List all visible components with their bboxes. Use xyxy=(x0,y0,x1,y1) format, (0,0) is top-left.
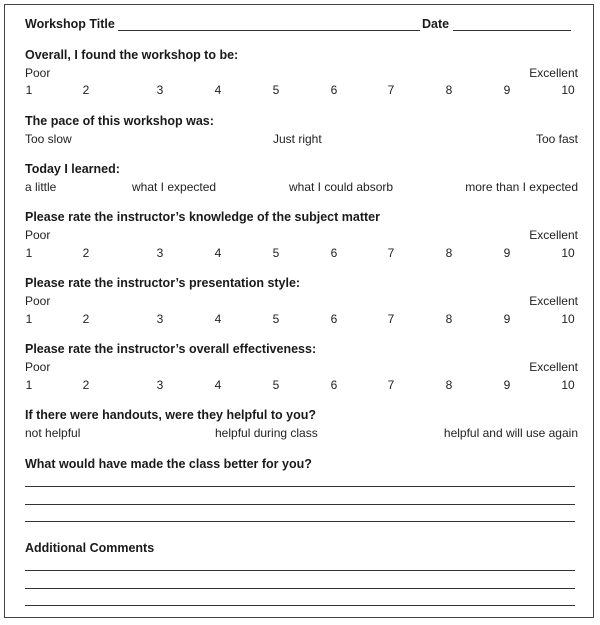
rating-option-6[interactable]: 6 xyxy=(330,246,338,260)
handouts-option-during-class[interactable]: helpful during class xyxy=(215,426,318,440)
scale-high-label: Excellent xyxy=(529,360,578,374)
comment-line[interactable] xyxy=(25,605,575,606)
rating-option-4[interactable]: 4 xyxy=(214,83,222,97)
rating-option-7[interactable]: 7 xyxy=(387,312,395,326)
learned-option-more[interactable]: more than I expected xyxy=(465,180,578,194)
rating-option-4[interactable]: 4 xyxy=(214,246,222,260)
rating-option-8[interactable]: 8 xyxy=(445,378,453,392)
rating-option-10[interactable]: 10 xyxy=(561,246,575,260)
rating-option-5[interactable]: 5 xyxy=(272,312,280,326)
rating-option-10[interactable]: 10 xyxy=(561,83,575,97)
rating-option-9[interactable]: 9 xyxy=(503,246,511,260)
rating-option-1[interactable]: 1 xyxy=(25,246,33,260)
question-pace: The pace of this workshop was: xyxy=(25,114,214,128)
question-effectiveness: Please rate the instructor’s overall effectiveness: xyxy=(25,342,317,356)
rating-option-9[interactable]: 9 xyxy=(503,312,511,326)
rating-option-3[interactable]: 3 xyxy=(156,312,164,326)
comment-line[interactable] xyxy=(25,570,575,571)
workshop-title-label: Workshop Title xyxy=(25,17,115,31)
rating-option-2[interactable]: 2 xyxy=(82,312,90,326)
rating-option-2[interactable]: 2 xyxy=(82,83,90,97)
rating-option-2[interactable]: 2 xyxy=(82,378,90,392)
workshop-title-field[interactable] xyxy=(118,30,420,31)
rating-option-10[interactable]: 10 xyxy=(561,378,575,392)
pace-option-fast[interactable]: Too fast xyxy=(535,132,578,146)
rating-option-3[interactable]: 3 xyxy=(156,246,164,260)
comment-line[interactable] xyxy=(25,588,575,589)
rating-option-7[interactable]: 7 xyxy=(387,378,395,392)
scale-low-label: Poor xyxy=(25,66,51,80)
rating-option-8[interactable]: 8 xyxy=(445,83,453,97)
rating-option-7[interactable]: 7 xyxy=(387,246,395,260)
rating-option-1[interactable]: 1 xyxy=(25,378,33,392)
date-field[interactable] xyxy=(453,30,571,31)
learned-option-little[interactable]: a little xyxy=(25,180,57,194)
rating-option-8[interactable]: 8 xyxy=(445,312,453,326)
rating-option-9[interactable]: 9 xyxy=(503,378,511,392)
rating-option-10[interactable]: 10 xyxy=(561,312,575,326)
scale-high-label: Excellent xyxy=(529,228,578,242)
rating-option-6[interactable]: 6 xyxy=(330,83,338,97)
rating-option-4[interactable]: 4 xyxy=(214,378,222,392)
pace-option-right[interactable]: Just right xyxy=(273,132,322,146)
scale-high-label: Excellent xyxy=(529,294,578,308)
learned-option-expected[interactable]: what I expected xyxy=(132,180,217,194)
rating-option-6[interactable]: 6 xyxy=(330,312,338,326)
handouts-option-not-helpful[interactable]: not helpful xyxy=(25,426,81,440)
question-learned: Today I learned: xyxy=(25,162,120,176)
rating-option-5[interactable]: 5 xyxy=(272,246,280,260)
handouts-option-use-again[interactable]: helpful and will use again xyxy=(443,426,578,440)
additional-comments-label: Additional Comments xyxy=(25,541,155,555)
question-overall: Overall, I found the workshop to be: xyxy=(25,48,239,62)
answer-line[interactable] xyxy=(25,504,575,505)
rating-option-5[interactable]: 5 xyxy=(272,83,280,97)
question-knowledge: Please rate the instructor’s knowledge of the subject matter xyxy=(25,210,380,224)
scale-high-label: Excellent xyxy=(529,66,578,80)
question-handouts: If there were handouts, were they helpful to you? xyxy=(25,408,317,422)
scale-low-label: Poor xyxy=(25,228,51,242)
rating-option-2[interactable]: 2 xyxy=(82,246,90,260)
rating-option-6[interactable]: 6 xyxy=(330,378,338,392)
rating-option-8[interactable]: 8 xyxy=(445,246,453,260)
learned-option-absorb[interactable]: what I could absorb xyxy=(289,180,394,194)
scale-low-label: Poor xyxy=(25,294,51,308)
rating-option-3[interactable]: 3 xyxy=(156,378,164,392)
rating-option-9[interactable]: 9 xyxy=(503,83,511,97)
rating-option-5[interactable]: 5 xyxy=(272,378,280,392)
scale-low-label: Poor xyxy=(25,360,51,374)
answer-line[interactable] xyxy=(25,521,575,522)
date-label: Date xyxy=(422,17,450,31)
pace-option-slow[interactable]: Too slow xyxy=(25,132,72,146)
rating-option-4[interactable]: 4 xyxy=(214,312,222,326)
rating-option-7[interactable]: 7 xyxy=(387,83,395,97)
rating-option-1[interactable]: 1 xyxy=(25,312,33,326)
question-better: What would have made the class better for you? xyxy=(25,457,312,471)
rating-option-1[interactable]: 1 xyxy=(25,83,33,97)
question-style: Please rate the instructor’s presentation style: xyxy=(25,276,301,290)
rating-option-3[interactable]: 3 xyxy=(156,83,164,97)
answer-line[interactable] xyxy=(25,486,575,487)
